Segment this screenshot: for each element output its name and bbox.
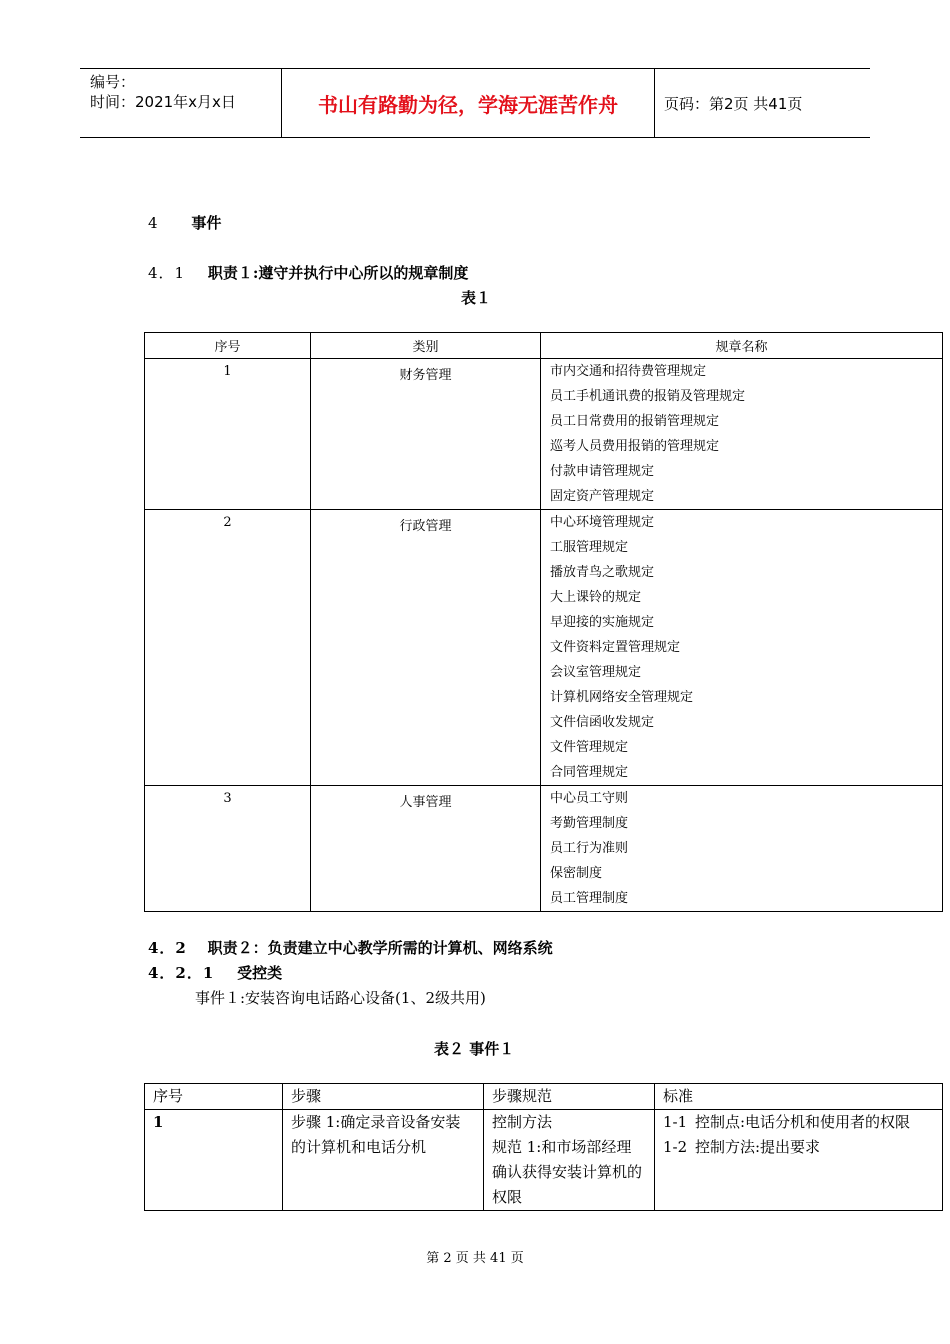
- row-number: 2: [145, 510, 311, 786]
- rule-list: [541, 510, 943, 786]
- table-header-row: [145, 333, 943, 359]
- rule-item: 文件资料定置管理规定: [550, 640, 681, 655]
- standard-key: 1-1: [663, 1113, 688, 1131]
- rule-list: [541, 786, 943, 912]
- rule-item: 市内交通和招待费管理规定: [550, 364, 707, 379]
- spec-line: 规范 1:和市场部经理确认获得安装计算机的权限: [492, 1138, 643, 1206]
- header-meta: [80, 69, 280, 137]
- rule-item: 员工手机通讯费的报销及管理规定: [550, 389, 746, 404]
- rule-item: 员工日常费用的报销管理规定: [550, 414, 720, 429]
- rule-item: 中心环境管理规定: [550, 515, 655, 530]
- column-header: 步骤规范: [484, 1084, 655, 1110]
- caption-text: 表１: [461, 289, 492, 307]
- rule-item: 早迎接的实施规定: [550, 615, 655, 630]
- page-footer: 第 2 页 共 41 页: [426, 1251, 524, 1266]
- table-header-row: [145, 1084, 943, 1110]
- section-4-heading: [148, 212, 221, 233]
- column-header: 序号: [145, 1084, 283, 1110]
- spec-line: 控制方法: [492, 1113, 553, 1131]
- column-header: 类别: [311, 333, 541, 359]
- rule-item: 文件信函收发规定: [550, 715, 655, 730]
- table-1-caption: [461, 287, 491, 308]
- row-number: 1: [145, 359, 311, 510]
- section-number: 4．2．1: [148, 964, 215, 982]
- event-1-line: 事件１:安装咨询电话路心设备(1、2级共用): [195, 989, 486, 1007]
- date-label: 时间：2021年x月x日: [90, 93, 236, 111]
- rule-item: 保密制度: [550, 866, 603, 881]
- section-number: 4．1: [148, 264, 186, 282]
- section-number: 4: [148, 214, 159, 232]
- rule-item: 文件管理规定: [550, 740, 629, 755]
- table-row: [145, 359, 943, 510]
- section-title: 职责１:遵守并执行中心所以的规章制度: [207, 264, 469, 282]
- rule-item: 巡考人员费用报销的管理规定: [550, 439, 720, 454]
- row-category: 人事管理: [311, 786, 541, 912]
- row-number: 3: [145, 786, 311, 912]
- standard-item: [663, 1110, 934, 1135]
- section-4-1-heading: [148, 262, 468, 283]
- section-4-2-1-heading: [148, 962, 282, 983]
- rule-list: [541, 359, 943, 510]
- table-2-caption: [434, 1038, 514, 1059]
- row-category: 行政管理: [311, 510, 541, 786]
- number-label: 编号：: [90, 73, 136, 91]
- header-motto: 书山有路勤为径，学海无涯苦作舟: [281, 69, 655, 137]
- rule-item: 员工行为准则: [550, 841, 629, 856]
- section-title: 职责２：负责建立中心教学所需的计算机、网络系统: [207, 939, 553, 957]
- row-number-text: 1: [153, 1113, 164, 1131]
- table-row: [145, 510, 943, 786]
- standards-cell: [655, 1110, 943, 1211]
- standard-text: 控制方法:提出要求: [695, 1138, 821, 1156]
- event-steps-table: [144, 1083, 943, 1211]
- rule-item: 播放青鸟之歌规定: [550, 565, 655, 580]
- step-cell: 步骤 1:确定录音设备安装的计算机和电话分机: [283, 1110, 484, 1211]
- standard-text: 控制点:电话分机和使用者的权限: [695, 1113, 911, 1131]
- rule-item: 会议室管理规定: [550, 665, 642, 680]
- page-header: [80, 68, 870, 138]
- standard-item: [663, 1135, 934, 1160]
- column-header: 标准: [655, 1084, 943, 1110]
- section-title: 受控类: [237, 964, 283, 982]
- rule-item: 大上课铃的规定: [550, 590, 642, 605]
- table-row: [145, 786, 943, 912]
- rule-item: 员工管理制度: [550, 891, 629, 906]
- caption-text: 表２ 事件１: [434, 1040, 515, 1058]
- rule-item: 考勤管理制度: [550, 816, 629, 831]
- rule-item: 计算机网络安全管理规定: [550, 690, 694, 705]
- column-header: 规章名称: [541, 333, 943, 359]
- table-row: [145, 1110, 943, 1211]
- regulations-table: [144, 332, 943, 912]
- section-number: 4．2: [148, 939, 187, 957]
- column-header: 步骤: [283, 1084, 484, 1110]
- section-title: 事件: [191, 214, 222, 232]
- standard-key: 1-2: [663, 1138, 688, 1156]
- section-4-2-heading: [148, 937, 553, 958]
- row-category: 财务管理: [311, 359, 541, 510]
- row-number: [145, 1110, 283, 1211]
- rule-item: 固定资产管理规定: [550, 489, 655, 504]
- rule-item: 工服管理规定: [550, 540, 629, 555]
- rule-item: 中心员工守则: [550, 791, 629, 806]
- rule-item: 合同管理规定: [550, 765, 629, 780]
- rule-item: 付款申请管理规定: [550, 464, 655, 479]
- header-page-label: 页码：第2页 共41页: [664, 94, 803, 113]
- column-header: 序号: [145, 333, 311, 359]
- spec-cell: [484, 1110, 655, 1211]
